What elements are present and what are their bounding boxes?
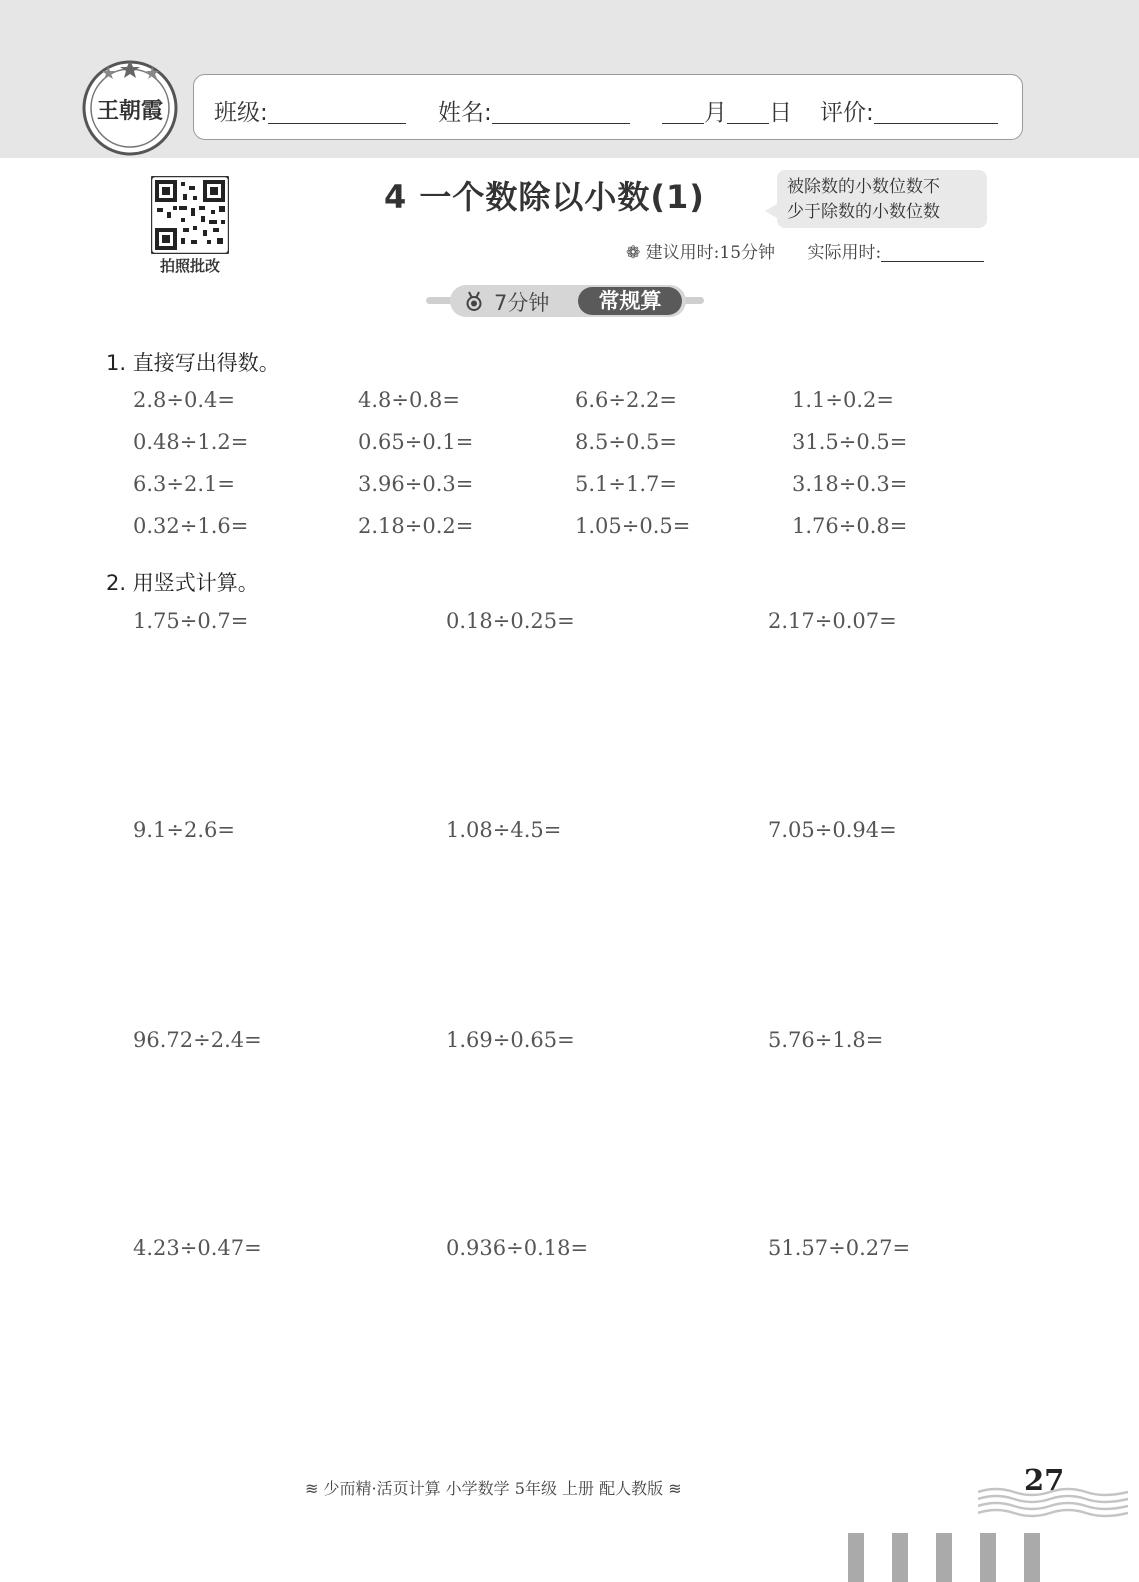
edge-bar bbox=[936, 1533, 952, 1582]
banner-tag: 常规算 bbox=[578, 287, 682, 315]
date-field[interactable] bbox=[662, 94, 792, 127]
actual-time-blank[interactable] bbox=[881, 243, 984, 262]
problem-item: 96.72÷2.4= bbox=[133, 1028, 262, 1052]
day-label: 日 bbox=[769, 100, 792, 126]
footer-text bbox=[305, 1476, 682, 1499]
problem-item: 31.5÷0.5= bbox=[792, 430, 908, 454]
suggested-time: 建议用时:15分钟 bbox=[645, 243, 776, 263]
wave-decoration-icon bbox=[978, 1484, 1128, 1518]
edge-bar bbox=[1024, 1533, 1040, 1582]
problem-item: 5.76÷1.8= bbox=[768, 1028, 884, 1052]
tip-line-1: 被除数的小数位数不 bbox=[787, 177, 940, 197]
problem-item: 9.1÷2.6= bbox=[133, 818, 235, 842]
problem-item: 6.3÷2.1= bbox=[133, 472, 235, 496]
problem-item: 3.18÷0.3= bbox=[792, 472, 908, 496]
footer-series: 少而精·活页计算 小学数学 5年级 上册 配人教版 bbox=[323, 1479, 664, 1498]
problem-item: 1.1÷0.2= bbox=[792, 388, 894, 412]
problem-item: 6.6÷2.2= bbox=[575, 388, 677, 412]
problem-item: 7.05÷0.94= bbox=[768, 818, 897, 842]
actual-time-label: 实际用时: bbox=[807, 243, 882, 263]
problem-item: 1.08÷4.5= bbox=[446, 818, 562, 842]
page-number: 27 bbox=[1024, 1463, 1065, 1497]
rating-label: 评价: bbox=[820, 100, 874, 126]
lesson-title: 4 一个数除以小数(1) bbox=[384, 178, 705, 216]
wave-icon-left: ≋ bbox=[305, 1479, 319, 1498]
brand-logo bbox=[80, 56, 180, 156]
name-blank[interactable] bbox=[492, 101, 630, 124]
class-label: 班级: bbox=[214, 100, 268, 126]
problem-item: 1.69÷0.65= bbox=[446, 1028, 575, 1052]
rating-field[interactable] bbox=[820, 94, 998, 127]
month-label: 月 bbox=[704, 100, 727, 126]
section1-title: 1. 直接写出得数。 bbox=[106, 351, 280, 375]
qr-code-icon[interactable] bbox=[151, 176, 229, 254]
edge-bar bbox=[892, 1533, 908, 1582]
problem-item: 4.8÷0.8= bbox=[358, 388, 460, 412]
problem-item: 51.57÷0.27= bbox=[768, 1236, 911, 1260]
problem-item: 1.76÷0.8= bbox=[792, 514, 908, 538]
problem-item: 3.96÷0.3= bbox=[358, 472, 474, 496]
problem-item: 1.05÷0.5= bbox=[575, 514, 691, 538]
day-blank[interactable] bbox=[727, 101, 769, 124]
problem-item: 1.75÷0.7= bbox=[133, 609, 249, 633]
problem-item: 5.1÷1.7= bbox=[575, 472, 677, 496]
flower-icon: ❁ bbox=[626, 243, 641, 263]
problem-item: 4.23÷0.47= bbox=[133, 1236, 262, 1260]
edge-bar bbox=[980, 1533, 996, 1582]
wave-icon-right: ≋ bbox=[668, 1479, 682, 1498]
time-banner bbox=[426, 284, 704, 318]
qr-caption: 拍照批改 bbox=[159, 257, 220, 275]
problem-item: 2.8÷0.4= bbox=[133, 388, 235, 412]
problem-item: 0.32÷1.6= bbox=[133, 514, 249, 538]
problem-item: 0.48÷1.2= bbox=[133, 430, 249, 454]
name-field[interactable] bbox=[438, 94, 630, 127]
problem-item: 0.65÷0.1= bbox=[358, 430, 474, 454]
problem-item: 0.18÷0.25= bbox=[446, 609, 575, 633]
edge-bar bbox=[848, 1533, 864, 1582]
month-blank[interactable] bbox=[662, 101, 704, 124]
banner-time: 7分钟 bbox=[494, 291, 550, 315]
section2-title: 2. 用竖式计算。 bbox=[106, 571, 259, 595]
problem-item: 2.17÷0.07= bbox=[768, 609, 897, 633]
problem-item: 2.18÷0.2= bbox=[358, 514, 474, 538]
tip-bubble bbox=[777, 170, 987, 228]
class-blank[interactable] bbox=[268, 101, 406, 124]
problem-item: 8.5÷0.5= bbox=[575, 430, 677, 454]
class-field[interactable] bbox=[214, 94, 406, 127]
student-info-box bbox=[193, 74, 1023, 140]
name-label: 姓名: bbox=[438, 100, 492, 126]
tip-line-2: 少于除数的小数位数 bbox=[787, 202, 940, 222]
svg-text:王朝霞: 王朝霞 bbox=[96, 98, 164, 124]
problem-item: 0.936÷0.18= bbox=[446, 1236, 589, 1260]
rating-blank[interactable] bbox=[874, 101, 998, 124]
timing-row bbox=[626, 238, 984, 263]
medal-icon bbox=[464, 291, 484, 311]
